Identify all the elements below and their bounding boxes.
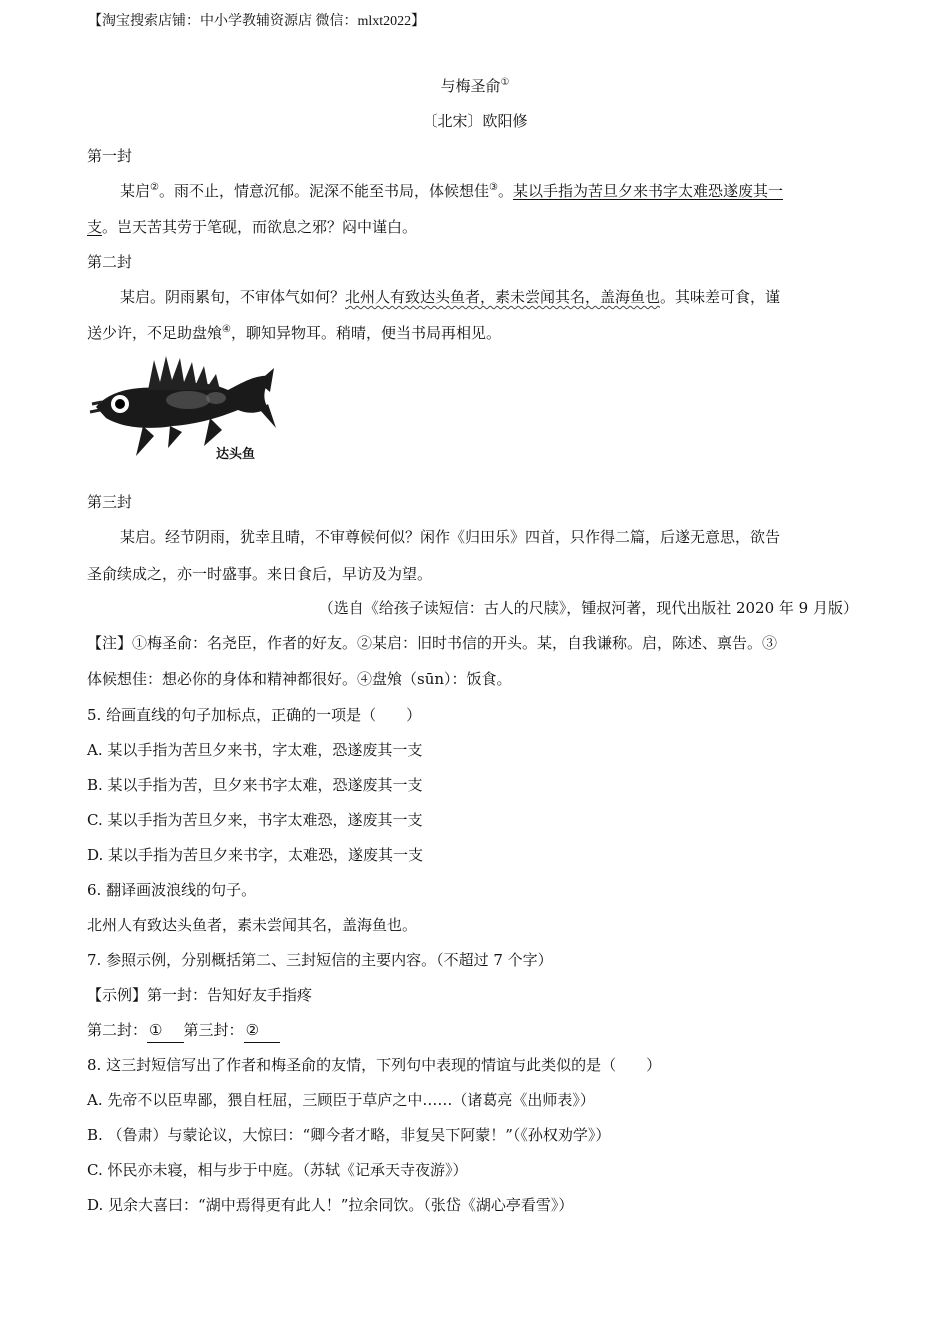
q8-option-a[interactable]: A. 先帝不以臣卑鄙，猥自枉屈，三顾臣于草庐之中……（诸葛亮《出师表》） — [87, 1091, 595, 1109]
q5-option-a[interactable]: A. 某以手指为苦旦夕来书，字太难，恐遂废其一支 — [87, 741, 423, 759]
q7-answer-line: 第二封： ① 第三封： ② — [87, 1018, 860, 1043]
page-title: 与梅圣俞① — [440, 77, 510, 95]
q7-stem: 7. 参照示例，分别概括第二、三封短信的主要内容。（不超过 7 个字） — [87, 951, 553, 969]
q8-stem: 8. 这三封短信写出了作者和梅圣俞的友情，下列句中表现的情谊与此类似的是（ ） — [87, 1056, 662, 1074]
letter3-paragraph-line1: 某启。经节阴雨，犹幸且晴，不审尊候何似？闲作《归田乐》四首，只作得二篇，后遂无意思，欲告 — [120, 528, 781, 546]
answer-blank-2[interactable]: ② — [244, 1018, 281, 1043]
letter2-paragraph-line2: 送少许，不足助盘飧④，聊知异物耳。稍晴，便当书局再相见。 — [87, 324, 501, 342]
source-citation: （选自《给孩子读短信：古人的尺牍》，锺叔河著，现代出版社 2020 年 9 月版） — [318, 599, 858, 617]
underlined-sentence-end: 支 — [87, 218, 103, 236]
dynasty-author: 〔北宋〕欧阳修 — [422, 112, 528, 130]
shop-header: 【淘宝搜索店铺：中小学教辅资源店 微信：mlxt2022】 — [88, 14, 426, 29]
letter1-paragraph-line1: 某启②。雨不止，情意沉郁。泥深不能至书局，体候想佳③。某以手指为苦旦夕来书字太难恐遂废其一 — [120, 182, 783, 200]
q6-sentence: 北州人有致达头鱼者，素未尝闻其名，盖海鱼也。 — [87, 916, 418, 934]
notes-line1: 【注】①梅圣俞：名尧臣，作者的好友。②某启：旧时书信的开头。某，自我谦称。启，陈述、禀告。③ — [87, 634, 778, 652]
q8-option-d[interactable]: D. 见余大喜曰：“湖中焉得更有此人！”拉余同饮。（张岱《湖心亭看雪》） — [87, 1196, 574, 1214]
q8-option-b[interactable]: B. （鲁肃）与蒙论议，大惊曰：“卿今者才略，非复吴下阿蒙！”（《孙权劝学》） — [87, 1126, 611, 1144]
q5-option-c[interactable]: C. 某以手指为苦旦夕来，书字太难恐，遂废其一支 — [87, 811, 423, 829]
answer-blank-1[interactable]: ① — [147, 1018, 184, 1043]
letter3-heading: 第三封 — [87, 493, 133, 511]
letter1-heading: 第一封 — [87, 147, 133, 165]
letter3-paragraph-line2: 圣俞续成之，亦一时盛事。来日食后，早访及为望。 — [87, 565, 433, 583]
title-footnote-marker: ① — [500, 77, 510, 88]
fish-caption: 达头鱼 — [216, 447, 256, 462]
letter1-paragraph-line2: 支。岂天苦其劳于笔砚，而欲息之邪？闷中谨白。 — [87, 218, 418, 236]
letter2-paragraph-line1: 某启。阴雨累旬，不审体气如何？北州人有致达头鱼者，素未尝闻其名，盖海鱼也。其味差可食，谨 — [120, 288, 781, 306]
q8-option-c[interactable]: C. 怀民亦未寝，相与步于中庭。（苏轼《记承天寺夜游》） — [87, 1161, 468, 1179]
underlined-sentence: 某以手指为苦旦夕来书字太难恐遂废其一 — [512, 182, 783, 200]
wavy-sentence: 北州人有致达头鱼者，素未尝闻其名，盖海鱼也 — [345, 288, 661, 306]
q7-example: 【示例】第一封：告知好友手指疼 — [87, 986, 313, 1004]
notes-line2: 体候想佳：想必你的身体和精神都很好。④盘飧（sūn）：饭食。 — [87, 670, 512, 688]
q5-option-d[interactable]: D. 某以手指为苦旦夕来书字，太难恐，遂废其一支 — [87, 846, 424, 864]
letter2-heading: 第二封 — [87, 253, 133, 271]
fish-illustration — [88, 352, 278, 468]
q5-option-b[interactable]: B. 某以手指为苦，旦夕来书字太难，恐遂废其一支 — [87, 776, 423, 794]
q6-stem: 6. 翻译画波浪线的句子。 — [87, 881, 257, 899]
q5-stem: 5. 给画直线的句子加标点，正确的一项是（ ） — [87, 706, 422, 724]
